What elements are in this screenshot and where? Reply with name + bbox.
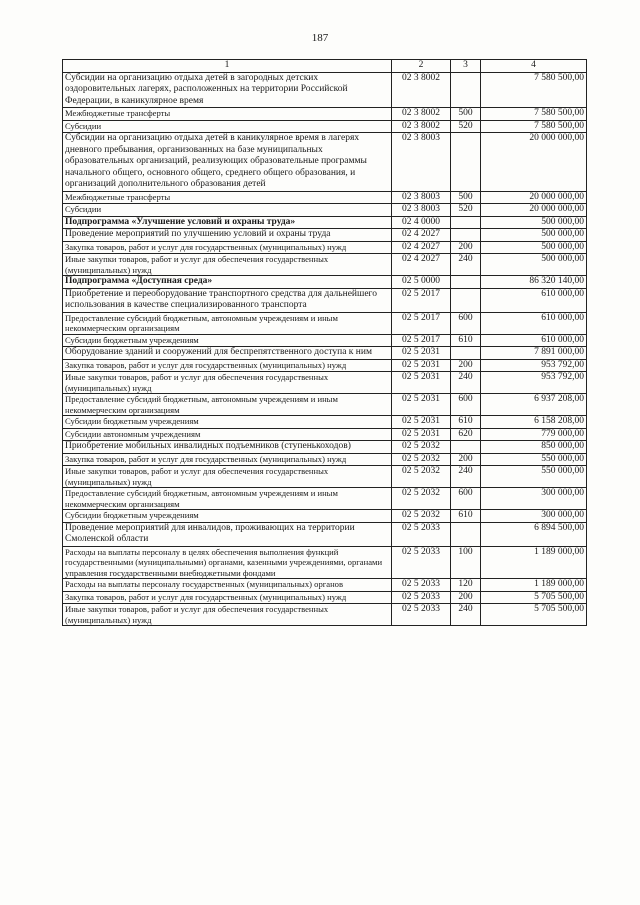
row-amount-cell: 500 000,00 [481, 254, 587, 276]
row-amount-cell: 7 580 500,00 [481, 72, 587, 108]
row-target-code-cell: 02 3 8002 [392, 120, 451, 133]
row-amount-cell: 610 000,00 [481, 312, 587, 334]
row-name-cell: Закупка товаров, работ и услуг для государственных (муниципальных) нужд [63, 591, 392, 604]
row-expense-type-cell: 240 [451, 372, 481, 394]
row-target-code-cell: 02 5 2031 [392, 347, 451, 360]
row-target-code-cell: 02 4 2027 [392, 241, 451, 254]
row-expense-type-cell [451, 522, 481, 546]
row-expense-type-cell: 240 [451, 254, 481, 276]
row-name-cell: Предоставление субсидий бюджетным, автономным учреждениям и иным некоммерческим организациям [63, 488, 392, 510]
row-name-cell: Иные закупки товаров, работ и услуг для обеспечения государственных (муниципальных) нужд [63, 254, 392, 276]
row-expense-type-cell [451, 288, 481, 312]
row-expense-type-cell [451, 441, 481, 454]
row-expense-type-cell: 610 [451, 416, 481, 429]
row-amount-cell: 500 000,00 [481, 229, 587, 242]
row-expense-type-cell [451, 216, 481, 229]
column-header: 2 [392, 60, 451, 73]
table-row [63, 510, 587, 523]
table-row [63, 579, 587, 592]
table-row [63, 428, 587, 441]
row-name-cell: Проведение мероприятий для инвалидов, проживающих на территории Смоленской области [63, 522, 392, 546]
row-amount-cell: 86 320 140,00 [481, 276, 587, 289]
row-name-cell: Расходы на выплаты персоналу государственных (муниципальных) органов [63, 579, 392, 592]
row-expense-type-cell: 520 [451, 120, 481, 133]
row-amount-cell: 500 000,00 [481, 241, 587, 254]
row-target-code-cell: 02 5 0000 [392, 276, 451, 289]
row-target-code-cell: 02 5 2032 [392, 441, 451, 454]
row-target-code-cell: 02 3 8003 [392, 191, 451, 204]
row-name-cell: Субсидии бюджетным учреждениям [63, 334, 392, 347]
table-row [63, 276, 587, 289]
row-target-code-cell: 02 3 8003 [392, 204, 451, 217]
row-name-cell: Расходы на выплаты персоналу в целях обеспечения выполнения функций государственными (муниципальными) органами, казенными учреждениями, органами управления государственными внебюджетными фондами [63, 546, 392, 579]
row-amount-cell: 7 580 500,00 [481, 120, 587, 133]
table-row [63, 453, 587, 466]
row-target-code-cell: 02 5 2033 [392, 522, 451, 546]
table-row [63, 394, 587, 416]
row-target-code-cell: 02 5 2032 [392, 488, 451, 510]
row-expense-type-cell: 100 [451, 546, 481, 579]
row-name-cell: Подпрограмма «Улучшение условий и охраны труда» [63, 216, 392, 229]
row-expense-type-cell: 520 [451, 204, 481, 217]
row-name-cell: Субсидии автономным учреждениям [63, 428, 392, 441]
table-row [63, 108, 587, 121]
row-amount-cell: 300 000,00 [481, 488, 587, 510]
table-row [63, 334, 587, 347]
row-name-cell: Субсидии бюджетным учреждениям [63, 416, 392, 429]
table-row [63, 133, 587, 192]
row-expense-type-cell: 610 [451, 334, 481, 347]
row-expense-type-cell: 600 [451, 394, 481, 416]
row-amount-cell: 610 000,00 [481, 334, 587, 347]
table-row [63, 241, 587, 254]
table-row [63, 312, 587, 334]
row-amount-cell: 20 000 000,00 [481, 191, 587, 204]
row-target-code-cell: 02 5 2031 [392, 416, 451, 429]
row-target-code-cell: 02 3 8002 [392, 72, 451, 108]
row-amount-cell: 500 000,00 [481, 216, 587, 229]
column-header: 3 [451, 60, 481, 73]
row-expense-type-cell: 200 [451, 591, 481, 604]
header-row [63, 60, 587, 73]
row-amount-cell: 7 580 500,00 [481, 108, 587, 121]
row-target-code-cell: 02 5 2032 [392, 510, 451, 523]
row-name-cell: Закупка товаров, работ и услуг для государственных (муниципальных) нужд [63, 241, 392, 254]
row-target-code-cell: 02 5 2032 [392, 466, 451, 488]
row-name-cell: Субсидии бюджетным учреждениям [63, 510, 392, 523]
row-amount-cell: 1 189 000,00 [481, 579, 587, 592]
row-target-code-cell: 02 4 2027 [392, 254, 451, 276]
row-name-cell: Субсидии на организацию отдыха детей в загородных детских оздоровительных лагерях, расположенных на территории Российской Федерации, в каникулярное время [63, 72, 392, 108]
row-name-cell: Иные закупки товаров, работ и услуг для обеспечения государственных (муниципальных) нужд [63, 372, 392, 394]
row-target-code-cell: 02 5 2033 [392, 546, 451, 579]
row-name-cell: Иные закупки товаров, работ и услуг для обеспечения государственных (муниципальных) нужд [63, 604, 392, 626]
table-row [63, 466, 587, 488]
row-target-code-cell: 02 5 2033 [392, 604, 451, 626]
row-amount-cell: 6 937 208,00 [481, 394, 587, 416]
row-target-code-cell: 02 4 0000 [392, 216, 451, 229]
column-header: 4 [481, 60, 587, 73]
table-row [63, 416, 587, 429]
row-name-cell: Иные закупки товаров, работ и услуг для обеспечения государственных (муниципальных) нужд [63, 466, 392, 488]
table-row [63, 522, 587, 546]
row-name-cell: Межбюджетные трансферты [63, 191, 392, 204]
row-target-code-cell: 02 5 2033 [392, 591, 451, 604]
column-header: 1 [63, 60, 392, 73]
row-expense-type-cell [451, 347, 481, 360]
row-expense-type-cell: 600 [451, 312, 481, 334]
row-amount-cell: 5 705 500,00 [481, 604, 587, 626]
table-row [63, 288, 587, 312]
table-row [63, 216, 587, 229]
row-expense-type-cell: 240 [451, 604, 481, 626]
row-expense-type-cell: 120 [451, 579, 481, 592]
row-name-cell: Проведение мероприятий по улучшению условий и охраны труда [63, 229, 392, 242]
row-expense-type-cell: 500 [451, 108, 481, 121]
row-expense-type-cell: 620 [451, 428, 481, 441]
row-name-cell: Закупка товаров, работ и услуг для государственных (муниципальных) нужд [63, 453, 392, 466]
row-expense-type-cell: 200 [451, 453, 481, 466]
row-name-cell: Межбюджетные трансферты [63, 108, 392, 121]
row-target-code-cell: 02 5 2017 [392, 312, 451, 334]
row-name-cell: Субсидии [63, 120, 392, 133]
table-row [63, 120, 587, 133]
row-name-cell: Субсидии [63, 204, 392, 217]
row-amount-cell: 953 792,00 [481, 372, 587, 394]
row-expense-type-cell [451, 72, 481, 108]
row-amount-cell: 20 000 000,00 [481, 204, 587, 217]
table-row [63, 359, 587, 372]
row-target-code-cell: 02 5 2031 [392, 372, 451, 394]
row-amount-cell: 850 000,00 [481, 441, 587, 454]
row-amount-cell: 5 705 500,00 [481, 591, 587, 604]
row-expense-type-cell [451, 276, 481, 289]
row-name-cell: Предоставление субсидий бюджетным, автономным учреждениям и иным некоммерческим организациям [63, 394, 392, 416]
row-amount-cell: 20 000 000,00 [481, 133, 587, 192]
row-target-code-cell: 02 5 2017 [392, 288, 451, 312]
row-target-code-cell: 02 5 2031 [392, 394, 451, 416]
row-expense-type-cell [451, 133, 481, 192]
row-target-code-cell: 02 5 2017 [392, 334, 451, 347]
table-row [63, 204, 587, 217]
row-expense-type-cell: 200 [451, 359, 481, 372]
table-row [63, 254, 587, 276]
row-expense-type-cell: 600 [451, 488, 481, 510]
row-amount-cell: 550 000,00 [481, 453, 587, 466]
row-target-code-cell: 02 3 8003 [392, 133, 451, 192]
row-expense-type-cell [451, 229, 481, 242]
row-target-code-cell: 02 4 2027 [392, 229, 451, 242]
row-target-code-cell: 02 5 2031 [392, 359, 451, 372]
table-row [63, 488, 587, 510]
row-amount-cell: 6 894 500,00 [481, 522, 587, 546]
table-row [63, 591, 587, 604]
row-expense-type-cell: 240 [451, 466, 481, 488]
row-expense-type-cell: 200 [451, 241, 481, 254]
row-name-cell: Приобретение мобильных инвалидных подъемников (ступенькоходов) [63, 441, 392, 454]
row-amount-cell: 610 000,00 [481, 288, 587, 312]
table-row [63, 191, 587, 204]
row-amount-cell: 1 189 000,00 [481, 546, 587, 579]
row-amount-cell: 300 000,00 [481, 510, 587, 523]
row-amount-cell: 6 158 208,00 [481, 416, 587, 429]
page-number: 187 [311, 32, 329, 44]
row-amount-cell: 779 000,00 [481, 428, 587, 441]
table-row [63, 72, 587, 108]
row-expense-type-cell: 610 [451, 510, 481, 523]
row-name-cell: Приобретение и переоборудование транспортного средства для дальнейшего использования в качестве специализированного транспорта [63, 288, 392, 312]
table-row [63, 604, 587, 626]
row-name-cell: Субсидии на организацию отдыха детей в каникулярное время в лагерях дневного пребывания, организованных на базе муниципальных образовательных организаций, реализующих образовательные программы начального общего, основного общего, среднего общего образования, и организаций дополнительного образования детей [63, 133, 392, 192]
row-amount-cell: 7 891 000,00 [481, 347, 587, 360]
row-expense-type-cell: 500 [451, 191, 481, 204]
row-target-code-cell: 02 5 2032 [392, 453, 451, 466]
row-target-code-cell: 02 5 2033 [392, 579, 451, 592]
row-name-cell: Подпрограмма «Доступная среда» [63, 276, 392, 289]
table-row [63, 347, 587, 360]
row-target-code-cell: 02 3 8002 [392, 108, 451, 121]
row-name-cell: Предоставление субсидий бюджетным, автономным учреждениям и иным некоммерческим организациям [63, 312, 392, 334]
row-name-cell: Оборудование зданий и сооружений для беспрепятственного доступа к ним [63, 347, 392, 360]
row-amount-cell: 550 000,00 [481, 466, 587, 488]
table-row [63, 229, 587, 242]
table-row [63, 441, 587, 454]
table-row [63, 372, 587, 394]
row-target-code-cell: 02 5 2031 [392, 428, 451, 441]
row-amount-cell: 953 792,00 [481, 359, 587, 372]
budget-table [62, 59, 587, 626]
table-row [63, 546, 587, 579]
row-name-cell: Закупка товаров, работ и услуг для государственных (муниципальных) нужд [63, 359, 392, 372]
